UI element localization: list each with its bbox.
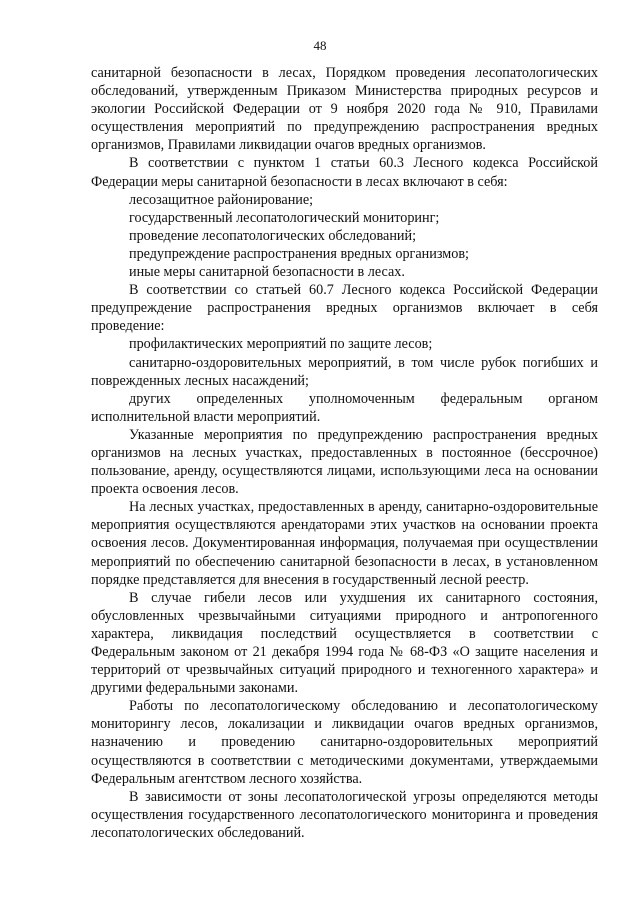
- page-number: 48: [313, 38, 327, 53]
- paragraph: Указанные мероприятия по предупреждению распространения вредных организмов на лесных участках, предоставленных в постоянное (бессрочное) пользование, аренду, осуществляются лицами, использующими леса на основании проекта освоения лесов.: [91, 426, 598, 498]
- paragraph: В зависимости от зоны лесопатологической угрозы определяются методы осуществления государственного лесопатологического мониторинга и проведения лесопатологических обследований.: [91, 788, 598, 841]
- paragraph: На лесных участках, предоставленных в аренду, санитарно-оздоровительные мероприятия осуществляются арендаторами этих участков на основании проекта освоения лесов. Документированная информация, получаемая при осуществлении мероприятий по обеспечению санитарной безопасности в лесах, в установленном порядке представляется для внесения в государственный лесной реестр.: [91, 499, 598, 588]
- paragraph: В случае гибели лесов или ухудшения их санитарного состояния, обусловленных чрезвычайными ситуациями природного и антропогенного характера, ликвидация последствий осуществляется в соответствии с Федеральным законом от 21 декабря 1994 года № 68-ФЗ «О защите населения и территорий от чрезвычайных ситуаций природного и техногенного характера» и другими федеральными законами.: [91, 589, 598, 697]
- paragraph: санитарной безопасности в лесах, Порядком проведения лесопатологических обследований, утвержденным Приказом Министерства природных ресурсов и экологии Российской Федерации от 9 ноября 2020 года № 910, Правилами осуществления мероприятий по предупреждению распространения вредных организмов, Правилами ликвидации очагов вредных организмов.: [91, 65, 598, 154]
- list-item: предупреждение распространения вредных организмов;: [129, 245, 469, 262]
- paragraph: Работы по лесопатологическому обследованию и лесопатологическому мониторингу лесов, локализации и ликвидации очагов вредных организмов, назначению и проведению санитарно-оздоровительных мероприятий осуществляются в соответствии с методическими документами, утверждаемыми Федеральным агентством лесного хозяйства.: [91, 698, 598, 787]
- document-body: [91, 64, 598, 842]
- list-item: иные меры санитарной безопасности в лесах.: [129, 264, 405, 281]
- paragraph: В соответствии с пунктом 1 статьи 60.3 Лесного кодекса Российской Федерации меры санитарной безопасности в лесах включают в себя:: [91, 155, 598, 190]
- list-item: профилактических мероприятий по защите лесов;: [129, 336, 433, 353]
- paragraph: В соответствии со статьей 60.7 Лесного кодекса Российской Федерации предупреждение распространения вредных организмов включает в себя проведение:: [91, 282, 598, 335]
- list-item: санитарно-оздоровительных мероприятий, в том числе рубок погибших и поврежденных лесных насаждений;: [91, 354, 598, 389]
- list-item: других определенных уполномоченным федеральным органом исполнительной власти мероприятий.: [91, 390, 598, 425]
- list-item: проведение лесопатологических обследований;: [129, 227, 417, 244]
- list-item: государственный лесопатологический мониторинг;: [129, 209, 440, 226]
- list-item: лесозащитное районирование;: [129, 191, 314, 208]
